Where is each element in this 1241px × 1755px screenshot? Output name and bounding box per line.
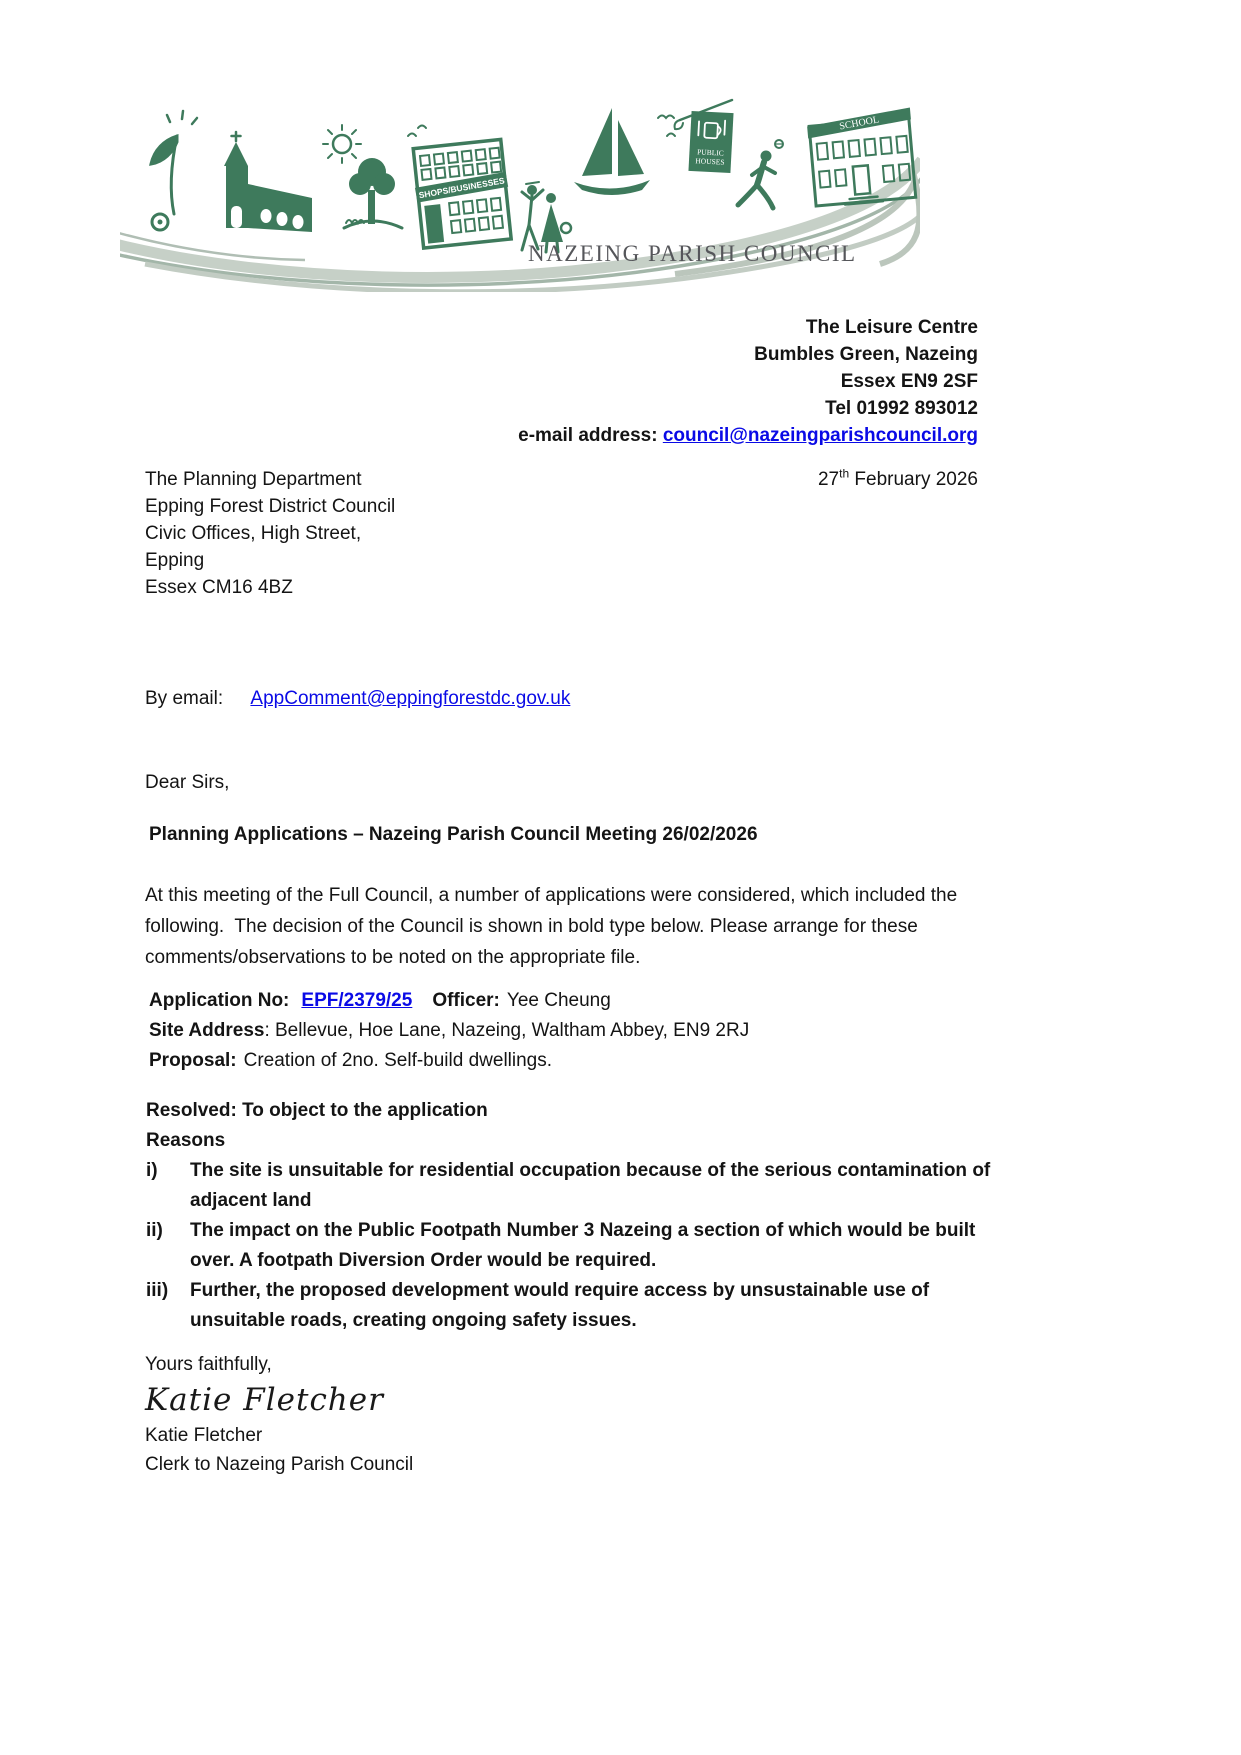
date-day: 27 (817, 469, 840, 490)
reason-marker: iii) (146, 1280, 169, 1301)
recipient-line-3: Civic Offices, High Street, (145, 523, 362, 544)
recipient-date-row (145, 466, 978, 601)
signatory-role: Clerk to Nazeing Parish Council (145, 1454, 414, 1475)
reason-marker: ii) (146, 1220, 163, 1241)
proposal-value: Creation of 2no. Self-build dwellings. (243, 1050, 553, 1071)
site-address-value: : Bellevue, Hoe Lane, Nazeing, Waltham Abbey, EN9 2RJ (264, 1020, 750, 1041)
recipient-line-1: The Planning Department (145, 469, 362, 490)
runner-icon (738, 140, 783, 208)
date-month-year: February 2026 (849, 469, 978, 490)
proposal-line (149, 1046, 991, 1076)
recipient-address-block (145, 466, 395, 601)
reason-marker: i) (146, 1160, 158, 1181)
sender-address-block (145, 314, 978, 449)
shops-banner-label: SHOPS/BUSINESSES (417, 175, 506, 201)
pub-sign-label-line1: PUBLIC (696, 147, 725, 158)
proposal-label: Proposal: (149, 1050, 237, 1071)
salutation: Dear Sirs, (145, 772, 230, 793)
council-email-link[interactable]: council@nazeingparishcouncil.org (662, 425, 978, 446)
application-no-label: Application No: (149, 990, 290, 1011)
reason-text: The site is unsuitable for residential occupation because of the serious contamination of adjacent land (190, 1160, 991, 1211)
sender-email-line (145, 422, 978, 449)
officer-value: Yee Cheung (506, 990, 611, 1011)
intro-paragraph: At this meeting of the Full Council, a number of applications were considered, which included the following. The decision of the Council is shown in bold type below. Please arrange for these comments/observations to be noted on the appropriate file. (145, 885, 963, 968)
pub-sign-label-line2: HOUSES (695, 156, 725, 167)
sender-line-1: The Leisure Centre (805, 317, 978, 338)
reason-item (146, 1216, 994, 1276)
signatory-name: Katie Fletcher (145, 1425, 263, 1446)
resolution-block (146, 1096, 994, 1336)
shops-businesses-icon (411, 139, 514, 248)
application-no-line (149, 986, 991, 1016)
reason-item (146, 1276, 994, 1336)
signature: Katie Fletcher (145, 1382, 384, 1418)
reason-text: The impact on the Public Footpath Number 3 Nazeing a section of which would be built over. A footpath Diversion Order would be required. (190, 1220, 976, 1271)
school-icon (806, 107, 918, 207)
school-banner-label: SCHOOL (838, 114, 880, 133)
resolved-line: Resolved: To object to the application (146, 1100, 488, 1121)
church-icon (224, 132, 312, 232)
reasons-heading: Reasons (146, 1130, 226, 1151)
public-houses-sign-icon (675, 100, 734, 173)
letter-date (818, 466, 978, 601)
site-address-line (149, 1016, 991, 1046)
planning-comment-email-link[interactable]: AppComment@eppingforestdc.gov.uk (250, 688, 571, 709)
by-email-label: By email: (145, 688, 229, 709)
recipient-line-4: Epping (145, 550, 205, 571)
sailboat-icon (574, 108, 675, 195)
valediction: Yours faithfully, (145, 1354, 272, 1375)
application-details-block (149, 986, 991, 1076)
email-label: e-mail address: (518, 425, 663, 446)
application-no-link[interactable]: EPF/2379/25 (301, 990, 413, 1011)
reason-item (146, 1156, 994, 1216)
recipient-line-2: Epping Forest District Council (145, 496, 396, 517)
officer-label: Officer: (432, 990, 500, 1011)
golf-flag-icon (151, 111, 197, 230)
date-ordinal-suffix: th (839, 466, 850, 481)
closing-block (145, 1350, 413, 1479)
sender-line-4: Tel 01992 893012 (825, 398, 978, 419)
sun-and-tree-icon (323, 125, 426, 228)
sender-line-2: Bumbles Green, Nazeing (754, 344, 978, 365)
reason-text: Further, the proposed development would require access by unsustainable use of unsuitable roads, creating ongoing safety issues. (190, 1280, 930, 1331)
site-address-label: Site Address (149, 1020, 265, 1041)
subject-line: Planning Applications – Nazeing Parish Council Meeting 26/02/2026 (149, 824, 758, 845)
sender-line-3: Essex EN9 2SF (840, 371, 978, 392)
recipient-line-5: Essex CM16 4BZ (145, 577, 293, 598)
council-wordmark: NAZEING PARISH COUNCIL (528, 241, 857, 266)
by-email-line (145, 688, 570, 710)
